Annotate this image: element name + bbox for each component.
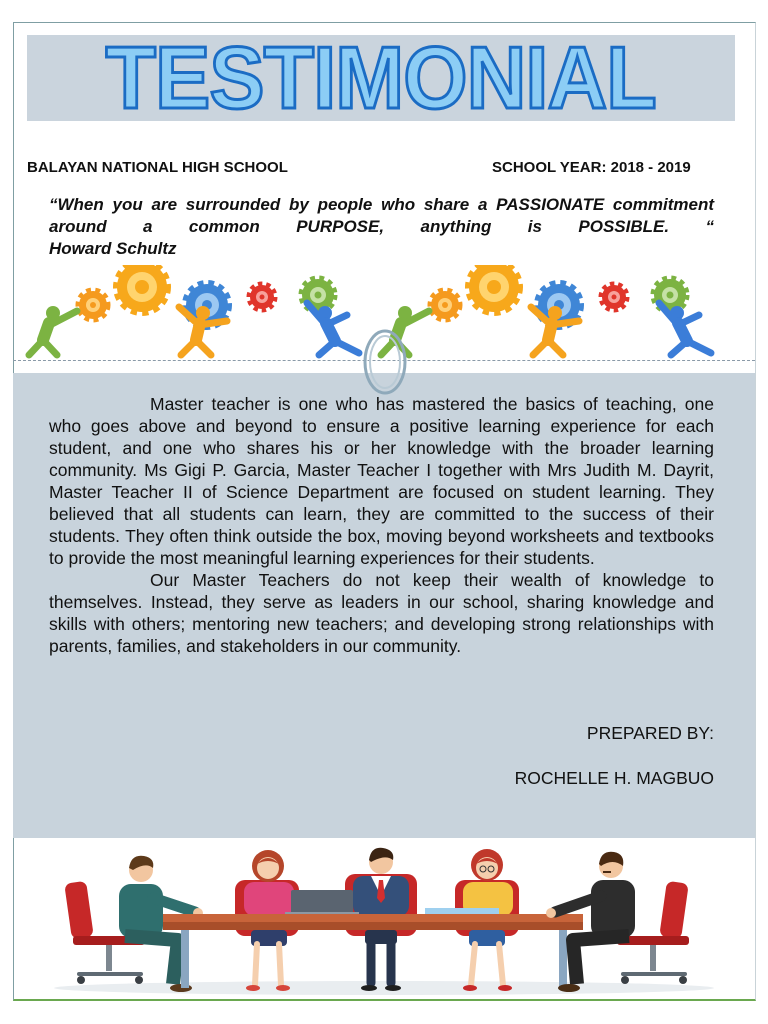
signer-name: ROCHELLE H. MAGBUO xyxy=(514,768,714,788)
prepared-by-label: PREPARED BY: xyxy=(586,723,714,743)
documents xyxy=(425,908,499,914)
school-name: BALAYAN NATIONAL HIGH SCHOOL xyxy=(27,159,288,176)
gears-group-left xyxy=(29,265,359,355)
meeting-table-icon xyxy=(13,840,755,997)
title-banner xyxy=(27,28,735,127)
school-info-line xyxy=(27,158,747,178)
page-title: TESTIMONIAL xyxy=(105,28,657,127)
floor-shadow xyxy=(54,981,714,995)
quote-author: Howard Schultz xyxy=(49,239,177,258)
ring-ornament-icon xyxy=(360,328,410,396)
testimonial-body xyxy=(49,393,714,657)
laptop xyxy=(285,890,359,916)
quote-block xyxy=(49,194,714,260)
gears-group-right xyxy=(381,265,711,355)
body-paragraph: Our Master Teachers do not keep their wealth of knowledge to themselves. Instead, they serve as leaders in our school, sharing knowledge and skills with others; mentoring new teachers; and developing strong relationships with parents, families, and stakeholders in our community. xyxy=(49,570,714,656)
school-year: SCHOOL YEAR: 2018 - 2019 xyxy=(492,159,691,176)
quote-text: “When you are surrounded by people who share a PASSIONATE commitment around a common PURPOSE, anything is POSSIBLE. “ xyxy=(49,195,714,236)
body-paragraph: Master teacher is one who has mastered the basics of teaching, one who goes above and beyond to ensure a positive learning experience for each student, and one who shares his or her knowledge with the broader learning community. Ms Gigi P. Garcia, Master Teacher I together with Mrs Judith M. Dayrit, Master Teacher II of Science Department are focused on student learning. They believed that all students can learn, they are committed to the success of their students. They often think outside the box, moving beyond worksheets and textbooks to provide the most meaningful learning experiences for their students. xyxy=(49,394,714,568)
